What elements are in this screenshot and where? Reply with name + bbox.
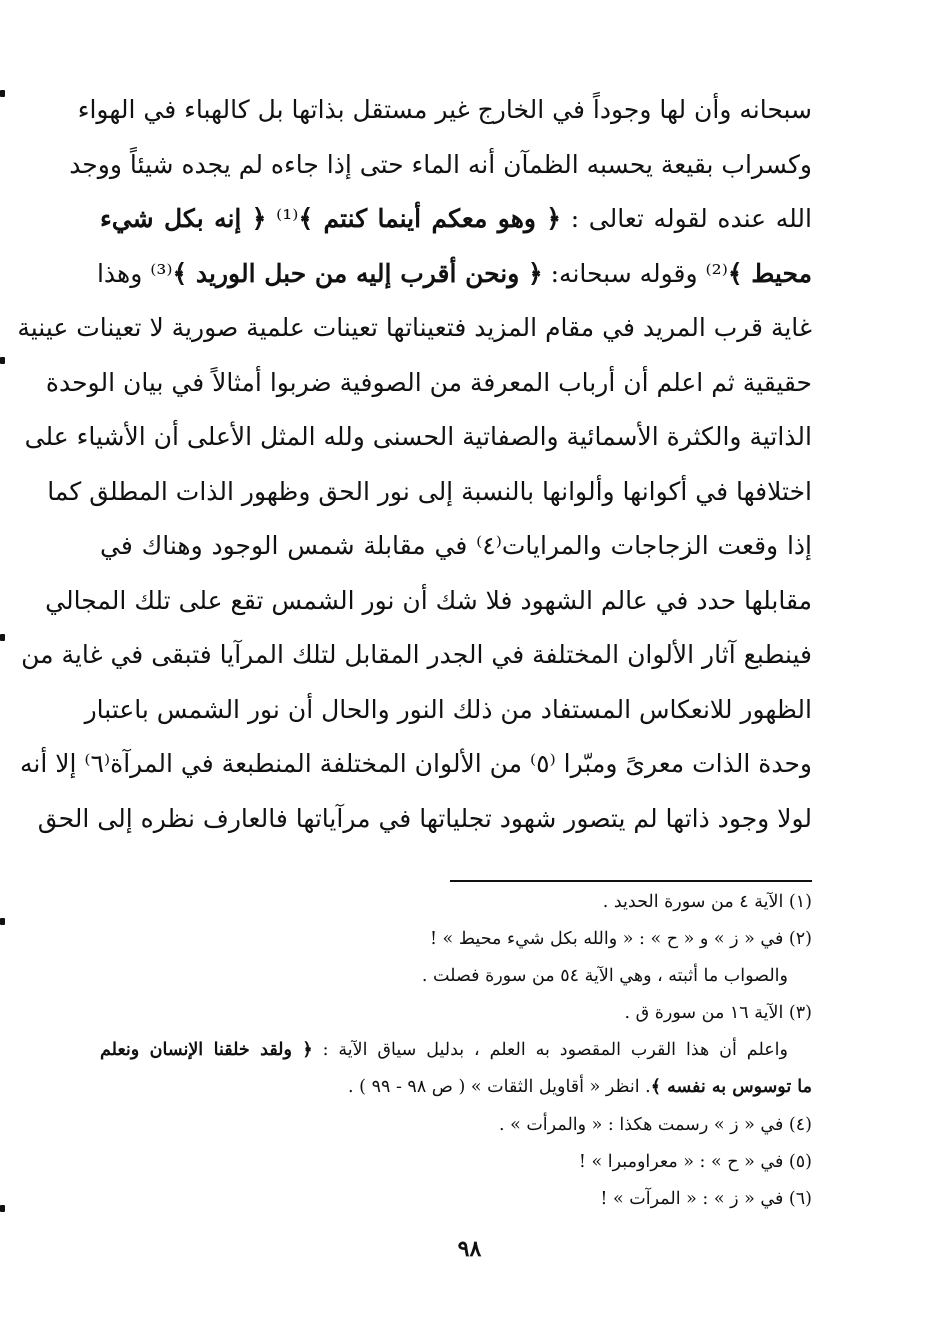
text-line: مقابلها حدد في عالم الشهود فلا شك أن نور الشمس تقع على تلك المجالي [45, 585, 812, 615]
text-run: ⁽³⁾ وهذا [96, 258, 173, 288]
margin-mark [0, 357, 5, 364]
text-line: غاية قرب المريد في مقام المزيد فتعيناتها تعينات علمية صورية لا تعينات عينية [17, 313, 812, 342]
text-line [100, 192, 812, 247]
text-line: اختلافها في أكوانها وألوانها بالنسبة إلى نور الحق وظهور الذات المطلق كما [47, 476, 812, 506]
footnote-2-note: والصواب ما أثبته ، وهي الآية ٥٤ من سورة فصلت . [421, 966, 788, 986]
quran-verse: ما توسوس به نفسه ﴾ [650, 1077, 812, 1097]
footnote-4: (٤) في « ز » رسمت هكذا : « والمرأت » . [498, 1115, 812, 1135]
text-line [96, 247, 812, 302]
margin-mark [0, 1205, 5, 1212]
text-line: لولا وجود ذاتها لم يتصور شهود تجلياتها في مرآياتها فالعارف نظره إلى الحق [37, 803, 812, 833]
page-number: ٩٨ [457, 1236, 482, 1262]
margin-mark [0, 634, 5, 641]
main-text [17, 83, 812, 846]
footnote-1: (١) الآية ٤ من سورة الحديد . [602, 892, 812, 912]
text-line: وكسراب بقيعة يحسبه الظمآن أنه الماء حتى إذا جاءه لم يجده شيئاً ووجد [69, 149, 812, 179]
margin-mark [0, 918, 5, 925]
footnote-2: (٢) في « ز » و « ح » : « والله بكل شيء محيط » ! [429, 929, 812, 949]
quran-verse: ﴿ ولقد خلقنا الإنسان ونعلم [100, 1040, 313, 1060]
quran-verse: ﴿ إنه بكل شيء [100, 204, 267, 233]
text-line: الظهور للانعكاس المستفاد من ذلك النور والحال أن نور الشمس باعتبار [84, 694, 812, 724]
footnote-3-note-cont [348, 1077, 812, 1097]
footnote-6: (٦) في « ز » : « المرآت » ! [600, 1189, 812, 1209]
footnote-3: (٣) الآية ١٦ من سورة ق . [624, 1003, 812, 1023]
footnote-3-note [100, 1040, 812, 1060]
quran-verse: محيط ﴾ [727, 258, 812, 288]
text-line: إذا وقعت الزجاجات والمرايات⁽٤⁾ في مقابلة شمس الوجود وهناك في [100, 531, 812, 560]
quran-verse: ﴿ ونحن أقرب إليه من حبل الوريد ﴾ [172, 258, 543, 288]
text-line: وحدة الذات معرىً ومبّرا ⁽٥⁾ من الألوان المختلفة المنطبعة في المرآة⁽٦⁾ إلا أنه [20, 749, 812, 778]
text-run: واعلم أن هذا القرب المقصود به العلم ، بدليل سياق الآية : [312, 1040, 788, 1060]
margin-mark [0, 90, 5, 97]
text-line: سبحانه وأن لها وجوداً في الخارج غير مستقل بذاتها بل كالهباء في الهواء [77, 95, 812, 124]
text-line: الذاتية والكثرة الأسمائية والصفاتية الحسنى ولله المثل الأعلى أن الأشياء على [24, 422, 812, 451]
text-run: . انظر « أقاويل الثقات » ( ص ٩٨ - ٩٩ ) . [348, 1077, 651, 1097]
text-line: حقيقية ثم اعلم أن أرباب المعرفة من الصوفية ضربوا أمثالاً في بيان الوحدة [45, 367, 812, 397]
footnote-separator [450, 880, 812, 882]
text-run: الله عنده لقوله تعالى : [561, 204, 812, 233]
text-line: فينطبع آثار الألوان المختلفة في الجدر المقابل لتلك المرآيا فتبقى في غاية من [21, 640, 812, 669]
footnote-ref: ⁽¹⁾ [266, 204, 299, 233]
quran-verse: ﴿ وهو معكم أينما كنتم ﴾ [298, 204, 562, 233]
footnote-5: (٥) في « ح » : « معراومبرا » ! [578, 1152, 812, 1172]
text-run: ⁽²⁾ وقوله سبحانه: [542, 258, 728, 288]
